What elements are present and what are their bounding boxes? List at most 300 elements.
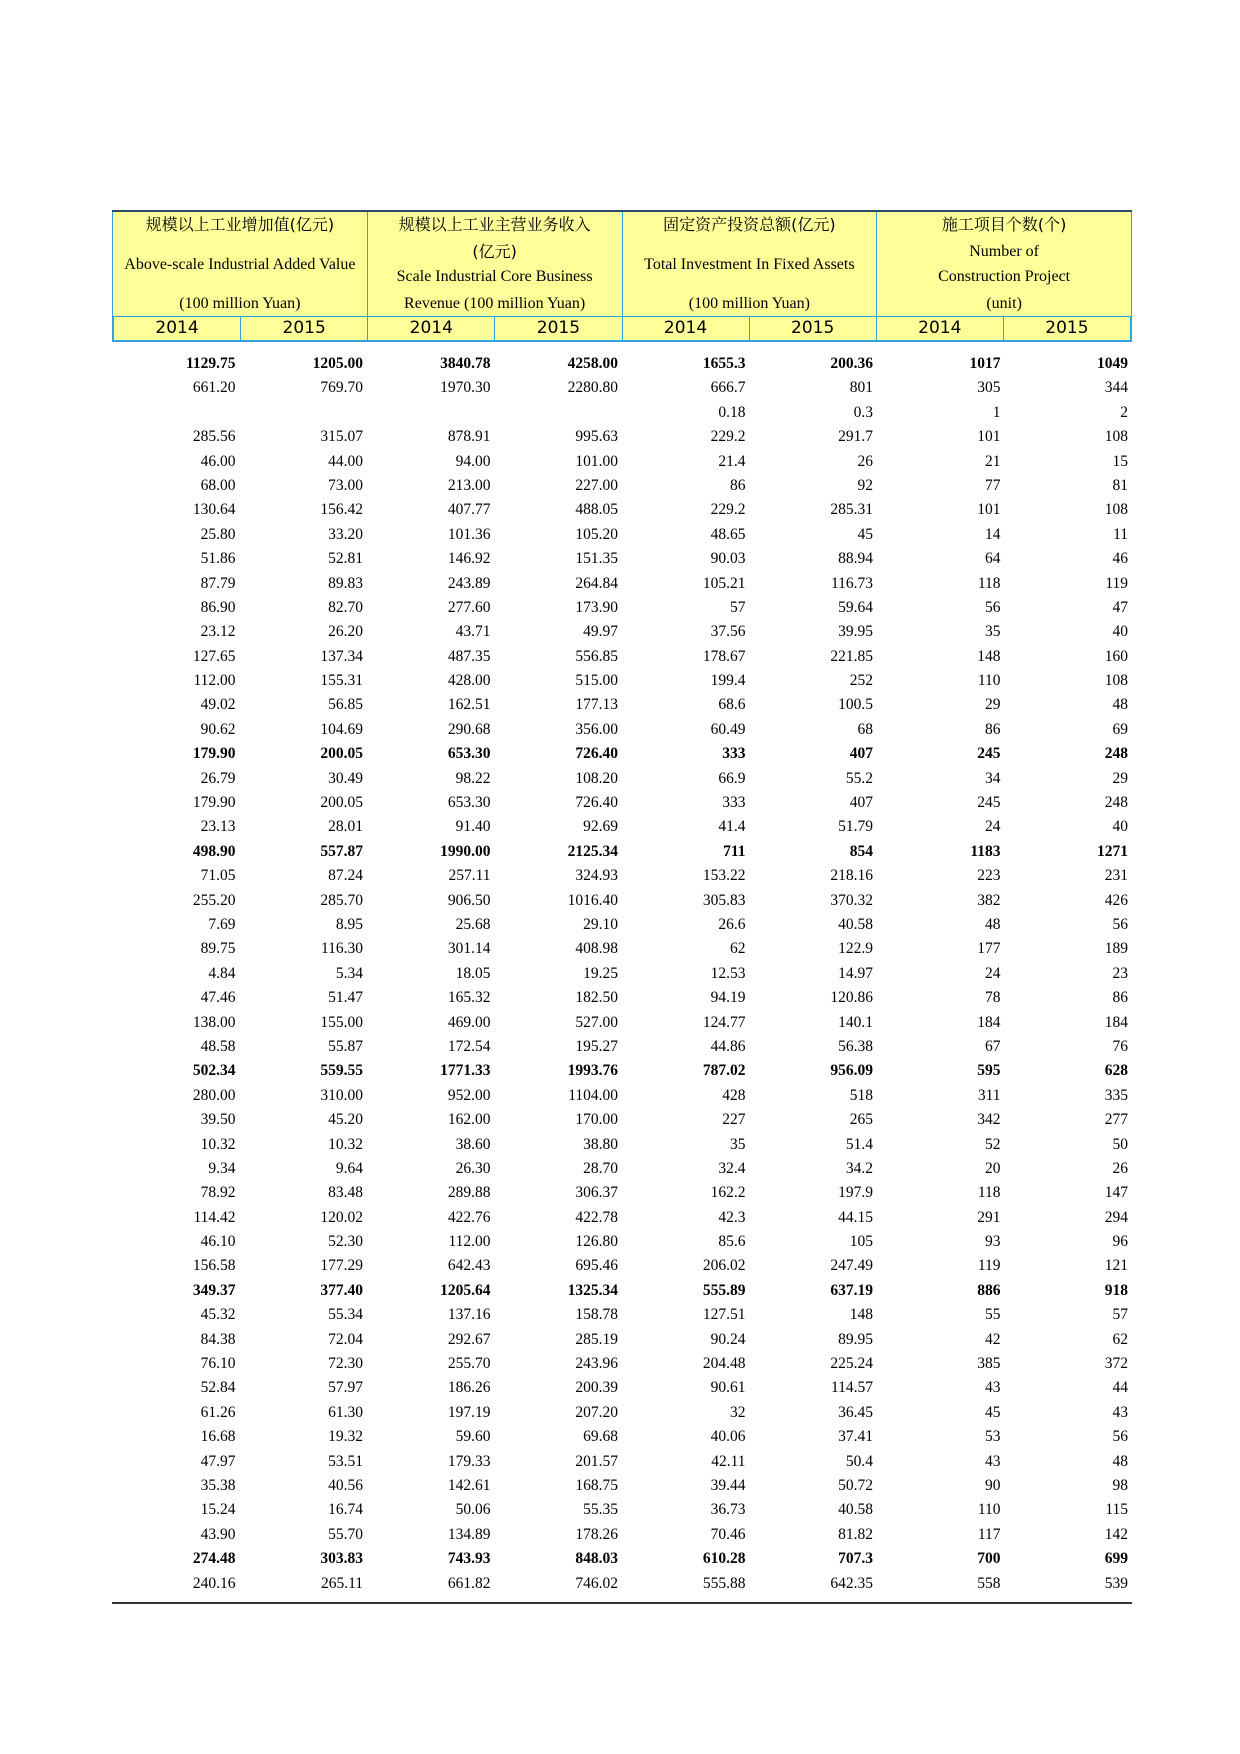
table-cell: 170.00 — [575, 1111, 618, 1129]
table-cell: 333 — [722, 794, 746, 812]
table-row-subtotal — [112, 352, 1132, 376]
table-cell: 277 — [1104, 1111, 1128, 1129]
table-cell: 81.82 — [838, 1525, 873, 1543]
table-cell: 200.39 — [575, 1379, 618, 1397]
table-cell: 55.2 — [845, 769, 873, 787]
table-cell: 44.00 — [328, 452, 363, 470]
table-cell: 162.51 — [447, 696, 491, 714]
table-cell: 311 — [977, 1086, 1001, 1104]
table-cell: 274.48 — [192, 1550, 236, 1568]
table-row — [112, 1181, 1132, 1205]
table-cell: 628 — [1104, 1062, 1128, 1080]
table-cell: 305.83 — [702, 891, 746, 909]
table-cell: 108 — [1104, 501, 1128, 519]
table-cell: 35 — [985, 623, 1001, 641]
table-cell: 178.26 — [575, 1525, 618, 1543]
table-cell: 48 — [1112, 1452, 1128, 1470]
table-cell: 35 — [730, 1135, 746, 1153]
table-row — [112, 1206, 1132, 1230]
table-cell: 333 — [722, 745, 746, 763]
table-cell: 142.61 — [447, 1476, 491, 1494]
table-cell: 265.11 — [320, 1574, 363, 1592]
table-cell: 84.38 — [200, 1330, 236, 1348]
table-cell: 661.82 — [447, 1574, 491, 1592]
table-cell: 1183 — [970, 842, 1001, 860]
table-cell: 291 — [977, 1208, 1001, 1226]
table-row — [112, 1425, 1132, 1449]
table-row — [112, 425, 1132, 449]
table-cell: 291.7 — [838, 428, 873, 446]
table-cell: 50.72 — [838, 1476, 873, 1494]
table-row-subtotal — [112, 840, 1132, 864]
table-cell: 33.20 — [328, 525, 363, 543]
table-cell: 487.35 — [447, 647, 491, 665]
table-cell: 90.03 — [710, 550, 746, 568]
table-cell: 92.69 — [583, 818, 618, 836]
header-unit: (unit) — [986, 295, 1022, 312]
table-cell: 280.00 — [192, 1086, 236, 1104]
table-cell: 301.14 — [447, 940, 491, 958]
table-cell: 44.86 — [710, 1037, 746, 1055]
table-cell: 711 — [723, 842, 746, 860]
table-cell: 231 — [1104, 867, 1128, 885]
table-cell: 168.75 — [575, 1476, 618, 1494]
table-cell: 124.77 — [702, 1013, 746, 1031]
table-cell: 118 — [977, 574, 1001, 592]
table-cell: 38.80 — [583, 1135, 618, 1153]
table-row — [112, 767, 1132, 791]
table-cell: 201.57 — [575, 1452, 618, 1470]
table-cell: 918 — [1104, 1281, 1128, 1299]
table-cell: 36.73 — [710, 1501, 746, 1519]
table-cell: 255.70 — [447, 1355, 491, 1373]
header-unit: (100 million Yuan) — [179, 295, 301, 312]
table-cell: 86 — [1112, 989, 1128, 1007]
table-cell: 90.24 — [710, 1330, 746, 1348]
table-cell: 422.76 — [447, 1208, 491, 1226]
table-cell: 32 — [730, 1403, 746, 1421]
header-title-en: Construction Project — [938, 268, 1071, 285]
table-cell: 285.70 — [320, 891, 363, 909]
table-cell: 642.35 — [830, 1574, 873, 1592]
table-cell: 285.19 — [575, 1330, 618, 1348]
table-cell: 120.86 — [830, 989, 873, 1007]
table-cell: 72.04 — [328, 1330, 363, 1348]
table-cell: 147 — [1104, 1184, 1128, 1202]
table-cell: 1655.3 — [702, 355, 746, 372]
table-cell: 335 — [1104, 1086, 1128, 1104]
table-cell: 21.4 — [718, 452, 746, 470]
table-cell: 40.56 — [328, 1476, 363, 1494]
table-cell: 2 — [1120, 403, 1128, 421]
table-cell: 25.68 — [455, 915, 491, 933]
table-cell: 385 — [977, 1355, 1001, 1373]
table-cell: 8.95 — [335, 915, 363, 933]
table-cell: 120.02 — [320, 1208, 363, 1226]
table-cell: 518 — [849, 1086, 873, 1104]
table-cell: 179.33 — [447, 1452, 491, 1470]
table-cell: 52.81 — [328, 550, 363, 568]
table-cell: 62 — [730, 940, 746, 958]
table-cell: 142 — [1104, 1525, 1128, 1543]
table-cell: 94.19 — [710, 989, 746, 1007]
table-cell: 32.4 — [718, 1159, 746, 1177]
table-cell: 9.34 — [208, 1159, 236, 1177]
table-cell: 61.26 — [200, 1403, 236, 1421]
table-cell: 153.22 — [702, 867, 746, 885]
table-cell: 26 — [857, 452, 873, 470]
header-fixed-asset-investment — [623, 212, 878, 316]
table-cell: 53 — [985, 1428, 1001, 1446]
table-cell: 556.85 — [575, 647, 618, 665]
table-cell: 1205.64 — [440, 1281, 491, 1299]
statistics-table — [112, 210, 1132, 1604]
table-cell: 204.48 — [702, 1355, 746, 1373]
table-row — [112, 645, 1132, 669]
table-cell: 854 — [849, 842, 873, 860]
table-row-subtotal — [112, 1279, 1132, 1303]
table-cell: 50 — [1112, 1135, 1128, 1153]
table-cell: 51.47 — [328, 989, 363, 1007]
table-cell: 349.37 — [192, 1281, 236, 1299]
table-cell: 264.84 — [575, 574, 618, 592]
table-cell: 14.97 — [838, 964, 873, 982]
table-cell: 81 — [1112, 476, 1128, 494]
table-cell: 77 — [985, 476, 1001, 494]
table-cell: 89.83 — [328, 574, 363, 592]
table-cell: 223 — [977, 867, 1001, 885]
table-cell — [112, 401, 240, 425]
table-cell: 55 — [985, 1306, 1001, 1324]
table-cell: 55.87 — [328, 1037, 363, 1055]
table-cell: 57 — [1112, 1306, 1128, 1324]
table-cell: 112.00 — [193, 672, 236, 690]
table-row — [112, 1133, 1132, 1157]
table-cell: 557.87 — [320, 842, 363, 860]
table-cell: 127.51 — [702, 1306, 746, 1324]
table-cell: 52.84 — [200, 1379, 236, 1397]
table-cell: 555.88 — [702, 1574, 746, 1592]
table-cell: 407 — [849, 794, 873, 812]
header-title-zh-unit: (亿元) — [472, 242, 517, 261]
table-cell: 101.36 — [447, 525, 491, 543]
table-cell: 42.11 — [711, 1452, 746, 1470]
table-cell: 1271 — [1097, 842, 1128, 860]
table-cell: 43 — [985, 1452, 1001, 1470]
table-row — [112, 376, 1132, 400]
table-row — [112, 718, 1132, 742]
table-cell: 59.60 — [455, 1428, 491, 1446]
table-cell: 52.30 — [328, 1233, 363, 1251]
table-cell: 23.12 — [200, 623, 236, 641]
table-cell: 156.42 — [320, 501, 363, 519]
table-cell: 46.00 — [200, 452, 236, 470]
year-cell: 2015 — [240, 317, 367, 340]
table-row — [112, 474, 1132, 498]
header-unit: (100 million Yuan) — [688, 295, 810, 312]
table-cell: 57.97 — [328, 1379, 363, 1397]
table-cell: 82.70 — [328, 598, 363, 616]
table-cell: 179.90 — [192, 745, 236, 763]
table-cell: 227 — [722, 1111, 746, 1129]
header-title-en: Scale Industrial Core Business — [396, 268, 593, 285]
table-cell: 138.00 — [192, 1013, 236, 1031]
table-cell: 68.6 — [718, 696, 746, 714]
table-cell: 91.40 — [455, 818, 491, 836]
table-cell: 62 — [1112, 1330, 1128, 1348]
table-cell: 116.30 — [320, 940, 363, 958]
table-cell: 56 — [985, 598, 1001, 616]
table-cell: 26.30 — [455, 1159, 491, 1177]
table-row — [112, 791, 1132, 815]
table-cell: 200.36 — [830, 355, 873, 372]
table-cell: 40.58 — [838, 915, 873, 933]
header-title-zh: 固定资产投资总额(亿元) — [663, 215, 836, 234]
table-cell: 0.18 — [718, 403, 746, 421]
table-cell: 105.21 — [702, 574, 746, 592]
table-cell: 40.06 — [710, 1428, 746, 1446]
table-cell: 240.16 — [192, 1574, 236, 1592]
table-cell: 101 — [977, 501, 1001, 519]
table-cell: 0.3 — [853, 403, 873, 421]
table-row — [112, 815, 1132, 839]
table-cell: 787.02 — [702, 1062, 746, 1080]
table-cell: 104.69 — [320, 720, 363, 738]
table-cell: 130.64 — [192, 501, 236, 519]
table-cell: 642.43 — [447, 1257, 491, 1275]
table-cell: 41.4 — [718, 818, 746, 836]
table-cell: 48.65 — [710, 525, 746, 543]
table-row-subtotal — [112, 1547, 1132, 1571]
table-cell: 2125.34 — [567, 842, 618, 860]
table-cell: 637.19 — [830, 1281, 873, 1299]
table-row — [112, 596, 1132, 620]
table-cell: 995.63 — [575, 428, 618, 446]
header-title-en: Number of — [969, 243, 1039, 260]
table-cell: 21 — [985, 452, 1001, 470]
table-cell: 60.49 — [710, 720, 746, 738]
table-cell: 38.60 — [455, 1135, 491, 1153]
year-cell: 2014 — [367, 317, 494, 340]
table-cell: 1 — [992, 403, 1001, 421]
table-cell: 45.20 — [328, 1111, 363, 1129]
table-row — [112, 401, 1132, 425]
table-cell: 248 — [1104, 745, 1128, 763]
table-row — [112, 1011, 1132, 1035]
table-cell: 78.92 — [200, 1184, 236, 1202]
table-cell: 408.98 — [575, 940, 618, 958]
table-cell: 114.57 — [830, 1379, 873, 1397]
table-cell: 89.95 — [838, 1330, 873, 1348]
table-cell: 257.11 — [448, 867, 491, 885]
table-cell: 498.90 — [192, 842, 236, 860]
table-cell: 37.41 — [838, 1428, 873, 1446]
table-header — [112, 210, 1132, 316]
table-cell: 1205.00 — [312, 355, 363, 372]
table-cell: 515.00 — [575, 672, 618, 690]
table-cell: 46 — [1112, 550, 1128, 568]
header-title-en: Above-scale Industrial Added Value — [124, 255, 356, 273]
table-row — [112, 669, 1132, 693]
table-cell: 67 — [985, 1037, 1001, 1055]
table-cell: 36.45 — [838, 1403, 873, 1421]
year-cell: 2015 — [749, 317, 876, 340]
table-cell: 88.94 — [838, 550, 873, 568]
table-cell: 24 — [985, 964, 1001, 982]
table-cell: 1049 — [1097, 355, 1128, 372]
table-row — [112, 889, 1132, 913]
table-cell: 407.77 — [447, 501, 491, 519]
table-cell: 666.7 — [710, 379, 746, 397]
table-cell: 40 — [1112, 623, 1128, 641]
table-cell: 90.62 — [200, 720, 236, 738]
table-cell: 177.13 — [575, 696, 618, 714]
table-cell: 12.53 — [710, 964, 746, 982]
table-cell: 18.05 — [455, 964, 491, 982]
table-cell: 356.00 — [575, 720, 618, 738]
table-cell: 39.44 — [710, 1476, 746, 1494]
table-row — [112, 547, 1132, 571]
table-cell: 382 — [977, 891, 1001, 909]
table-cell: 207.20 — [575, 1403, 618, 1421]
header-title-zh: 规模以上工业主营业务收入 — [398, 215, 591, 234]
table-cell: 86 — [730, 476, 746, 494]
table-cell: 289.88 — [447, 1184, 491, 1202]
table-cell: 310.00 — [320, 1086, 363, 1104]
table-cell: 148 — [849, 1306, 873, 1324]
table-cell: 34.2 — [845, 1159, 873, 1177]
table-body — [112, 342, 1132, 1604]
table-cell: 559.55 — [320, 1062, 363, 1080]
table-cell: 699 — [1104, 1550, 1128, 1568]
table-cell: 248 — [1104, 794, 1128, 812]
table-cell: 197.19 — [447, 1403, 491, 1421]
table-cell: 90.61 — [710, 1379, 746, 1397]
table-cell: 23.13 — [200, 818, 236, 836]
table-cell: 502.34 — [192, 1062, 236, 1080]
table-cell: 4258.00 — [567, 355, 618, 372]
table-cell: 746.02 — [575, 1574, 618, 1592]
table-cell: 229.2 — [710, 428, 746, 446]
table-cell: 108 — [1104, 672, 1128, 690]
table-cell: 121 — [1104, 1257, 1128, 1275]
table-row — [112, 572, 1132, 596]
table-row — [112, 1572, 1132, 1596]
table-cell: 1017 — [969, 355, 1001, 372]
table-cell: 34 — [985, 769, 1001, 787]
table-cell: 199.4 — [710, 672, 746, 690]
table-cell: 45.32 — [200, 1306, 236, 1324]
table-cell: 162.2 — [710, 1184, 746, 1202]
table-cell: 78 — [985, 989, 1001, 1007]
table-cell: 55.70 — [328, 1525, 363, 1543]
table-cell: 303.83 — [320, 1550, 363, 1568]
table-cell: 290.68 — [447, 720, 491, 738]
table-cell: 9.64 — [335, 1159, 363, 1177]
table-cell: 100.5 — [838, 696, 873, 714]
table-cell: 101 — [977, 428, 1001, 446]
table-row — [112, 1474, 1132, 1498]
table-cell: 43 — [985, 1379, 1001, 1397]
header-construction-projects — [877, 212, 1132, 316]
table-cell: 243.96 — [575, 1355, 618, 1373]
year-cell: 2014 — [155, 318, 199, 338]
table-cell: 245 — [977, 794, 1001, 812]
table-cell: 56.85 — [328, 696, 363, 714]
table-row — [112, 523, 1132, 547]
table-cell: 56 — [1112, 1428, 1128, 1446]
year-cell: 2014 — [622, 317, 749, 340]
table-cell: 726.40 — [575, 794, 618, 812]
table-cell: 45 — [857, 525, 873, 543]
table-cell: 206.02 — [702, 1257, 746, 1275]
table-cell: 43.90 — [200, 1525, 236, 1543]
table-cell: 47 — [1112, 598, 1128, 616]
table-cell: 886 — [977, 1281, 1001, 1299]
table-cell: 90 — [985, 1476, 1001, 1494]
table-cell: 87.79 — [200, 574, 236, 592]
table-row-subtotal — [112, 742, 1132, 766]
table-row — [112, 913, 1132, 937]
table-cell: 119 — [1105, 574, 1128, 592]
table-cell: 5.34 — [335, 964, 363, 982]
table-cell: 53.51 — [328, 1452, 363, 1470]
table-cell: 117 — [977, 1525, 1001, 1543]
table-cell: 255.20 — [192, 891, 236, 909]
table-cell: 72.30 — [328, 1355, 363, 1373]
year-cell: 2015 — [1003, 317, 1130, 340]
table-cell: 1993.76 — [567, 1062, 618, 1080]
table-cell: 26.20 — [328, 623, 363, 641]
table-cell: 118 — [977, 1184, 1001, 1202]
table-cell: 29 — [985, 696, 1001, 714]
table-cell: 119 — [977, 1257, 1001, 1275]
table-cell: 24 — [985, 818, 1001, 836]
table-cell: 200.05 — [320, 745, 363, 763]
table-row — [112, 1376, 1132, 1400]
table-row — [112, 1401, 1132, 1425]
table-cell: 42 — [985, 1330, 1001, 1348]
table-cell: 94.00 — [455, 452, 491, 470]
table-cell: 69 — [1112, 720, 1128, 738]
table-cell: 16.74 — [328, 1501, 363, 1519]
table-cell: 87.24 — [328, 867, 363, 885]
table-cell: 20 — [985, 1159, 1001, 1177]
table-cell: 30.49 — [328, 769, 363, 787]
table-cell: 28.01 — [328, 818, 363, 836]
table-cell: 539 — [1104, 1574, 1128, 1592]
table-cell: 162.00 — [447, 1111, 491, 1129]
table-cell: 96 — [1112, 1233, 1128, 1251]
table-cell: 68.00 — [200, 476, 236, 494]
table-cell: 19.25 — [583, 964, 618, 982]
table-cell: 70.46 — [710, 1525, 746, 1543]
table-cell: 305 — [977, 379, 1001, 397]
table-cell: 108 — [1104, 428, 1128, 446]
table-cell: 19.32 — [328, 1428, 363, 1446]
table-cell: 155.00 — [320, 1013, 363, 1031]
table-cell: 285.31 — [830, 501, 873, 519]
table-cell: 488.05 — [575, 501, 618, 519]
table-row — [112, 1254, 1132, 1278]
table-cell — [367, 401, 495, 425]
table-cell: 44 — [1112, 1379, 1128, 1397]
table-cell: 51.4 — [845, 1135, 873, 1153]
table-cell: 906.50 — [447, 891, 491, 909]
table-row — [112, 450, 1132, 474]
table-row — [112, 1230, 1132, 1254]
table-cell: 61.30 — [328, 1403, 363, 1421]
